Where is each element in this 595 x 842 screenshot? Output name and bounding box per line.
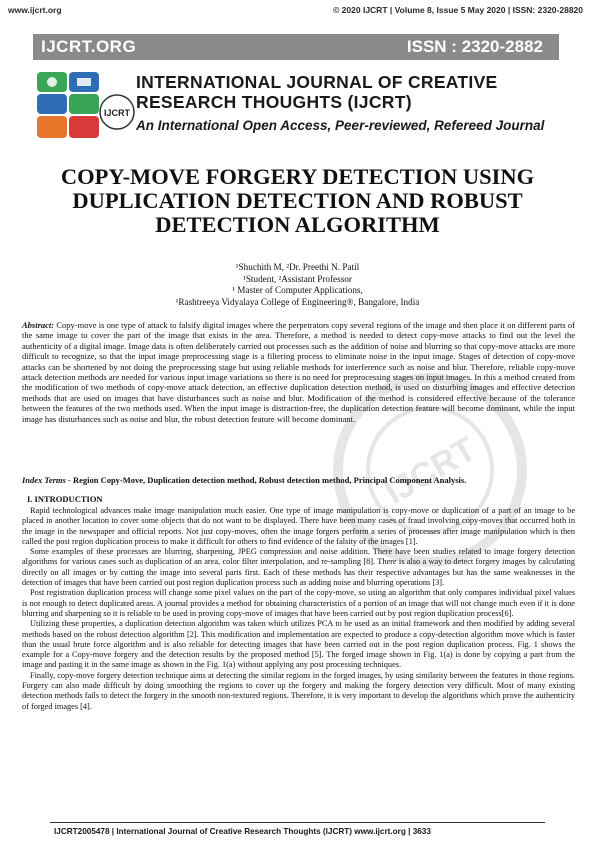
abstract: [22, 320, 575, 424]
paragraph: Post registration duplication process will change some pixel values on the part of the copy-move, so using an algorithm that only compares individual pixel values is not enough to detect duplicated areas. A journal provides a method for obtaining characteristics of a portion of an image that will not change much even if it is done blurring and sharpening so it is reliable to be used in proving copy-move of images that have been carried out by post region duplication process[6].: [22, 588, 575, 618]
section-heading: I. INTRODUCTION: [27, 494, 103, 504]
introduction-body: [22, 506, 575, 712]
abstract-text: Copy-move is one type of attack to falsify digital images where the perpetrators copy several regions of the image and then place it on different parts of the same image to cover the part of the image that exists in the area. Therefore, a method is needed to detect copy-move attacks to find out the level the authenticity of a digital image. Image data is often deliberately carried out processes such as the addition of noise and blurring so that copy-move attacks are more difficult to recognize, so that the input image preprocessing stage is a filtering process to eliminate noise in the input image. Stages of detection of copy-move attacks can be shortened by not doing the preprocessing stage but using reliable methods for interference such as noise and blur. Therefore, reliable copy-move attack detection methods are needed for various input image variations so there is no need for preprocessing stages on input images. In this a method created from the modification of two methods of copy-move attack detection, an effective duplication detection method, is used on disturbing images and effective detection methods that are used on images that have disturbances such as noise and blur. Modification of the method is considered effective because of the tolerance between the features of the two methods used. When the input image is distraction-free, the duplication detection feature will become dominant, while the input image has disturbances such as noise and blur, the robust detection feature will become dominant.: [22, 320, 575, 424]
logo-text: IJCRT: [103, 108, 131, 118]
author-block: [0, 262, 595, 308]
paragraph: Finally, copy-move forgery detection technique aims at detecting the similar regions in the forged images, by using similarity between the features in those regions. Forgery can also made difficult by doing smoothing the regions to cover up the forgery and making the forgery detection very difficult. Most of many existing detection methods fails to detect the forgery in the smooth non-textured regions. Therefore, it is very important to develop the algorithms which prove the authenticity of forged images [4].: [22, 670, 575, 711]
title-line1: COPY-MOVE FORGERY DETECTION USING: [60, 164, 535, 189]
journal-name-line2: RESEARCH THOUGHTS (IJCRT): [136, 92, 412, 112]
index-terms: [22, 475, 575, 485]
journal-banner: [33, 34, 559, 60]
journal-name: [136, 72, 498, 112]
author-department: ¹ Master of Computer Applications,: [232, 285, 363, 295]
footer-text: IJCRT2005478 | International Journal of Creative Research Thoughts (IJCRT) www.ijcrt.org | 3633: [54, 827, 431, 836]
logo-tile-green-2: [69, 94, 99, 114]
banner-site: IJCRT.ORG: [41, 37, 137, 56]
paragraph: Utilizing these properties, a duplication detection algorithm was taken which utilizes PCA to be used as an initial framework and then modified by adding several methods based on the robust detection algorithm [2]. This modification and implementation are expected to produce a copy-detection algorithm move which is faster than the usual brute force algorithm and is also reliable for detecting images that have been carried out in the post region duplication process. Fig. 1 shows the example for a Copy-move forgery and the detection results by the proposed method [5]. The forged image shown in Fig. 1(a) is done by copying a part from the image and pasting it in the same image as shown in the Fig. 1(a) without applying any post processing techniques.: [22, 619, 575, 670]
banner-issn: ISSN : 2320-2882: [406, 37, 543, 56]
logo-tile-blue-2: [37, 94, 67, 114]
header-volume-info: © 2020 IJCRT | Volume 8, Issue 5 May 2020 | ISSN: 2320-28820: [333, 5, 583, 15]
title-line3: DETECTION ALGORITHM: [155, 212, 440, 237]
logo-tile-red: [69, 116, 99, 138]
paper-title: [30, 165, 565, 237]
journal-subtitle: An International Open Access, Peer-reviewed, Refereed Journal: [136, 118, 545, 133]
author-institution: ¹Rashtreeya Vidyalaya College of Engineering®, Bangalore, India: [175, 296, 420, 307]
author-names: ¹Shuchith M, ²Dr. Preethi N. Patil: [235, 262, 360, 272]
abstract-label: Abstract:: [22, 320, 55, 330]
index-terms-text: - Region Copy-Move, Duplication detection method, Robust detection method, Principal Component Analysis.: [65, 475, 467, 485]
svg-text:IJCRT: IJCRT: [378, 429, 483, 512]
paragraph: Some examples of these processes are blurring, sharpening, JPEG compression and noise addition. There have been studies related to image forgery detection algorithms for various cases such as duplication of an area, color filter interpolation, and re-sampling [8]. There is also a way to detect forgery images by calculating directly on all images or by cutting the image into several parts first. Each of these methods has their respective advantages but has the same weaknesses in the detection of images that have been carried out post region duplication process such as adding noise and blurring operations [3].: [22, 547, 575, 588]
paragraph: Rapid technological advances make image manipulation much easier. One type of image manipulation is copy-move or duplication of a part of an image to be placed in another location to cover some objects that do not want to be displayed. There have been many cases of fraud involving copy-moves that occurred both in the image in the newspaper and official reports. Not just copy-moves, often the image forgers perform a series of processes after image manipulation which is then called the post region duplication process to make it difficult for others to find evidence of the falsity of the images [1].: [22, 506, 575, 546]
header-website[interactable]: www.ijcrt.org: [8, 5, 62, 15]
page-footer: [50, 822, 545, 836]
logo-tile-orange: [37, 116, 67, 138]
title-line2: DUPLICATION DETECTION AND ROBUST: [72, 188, 523, 213]
author-roles: ¹Student, ²Assistant Professor: [243, 273, 352, 284]
page-header: [0, 0, 595, 22]
journal-logo: [35, 70, 135, 142]
index-terms-label: Index Terms: [22, 475, 66, 485]
journal-name-line1: INTERNATIONAL JOURNAL OF CREATIVE: [136, 72, 498, 92]
